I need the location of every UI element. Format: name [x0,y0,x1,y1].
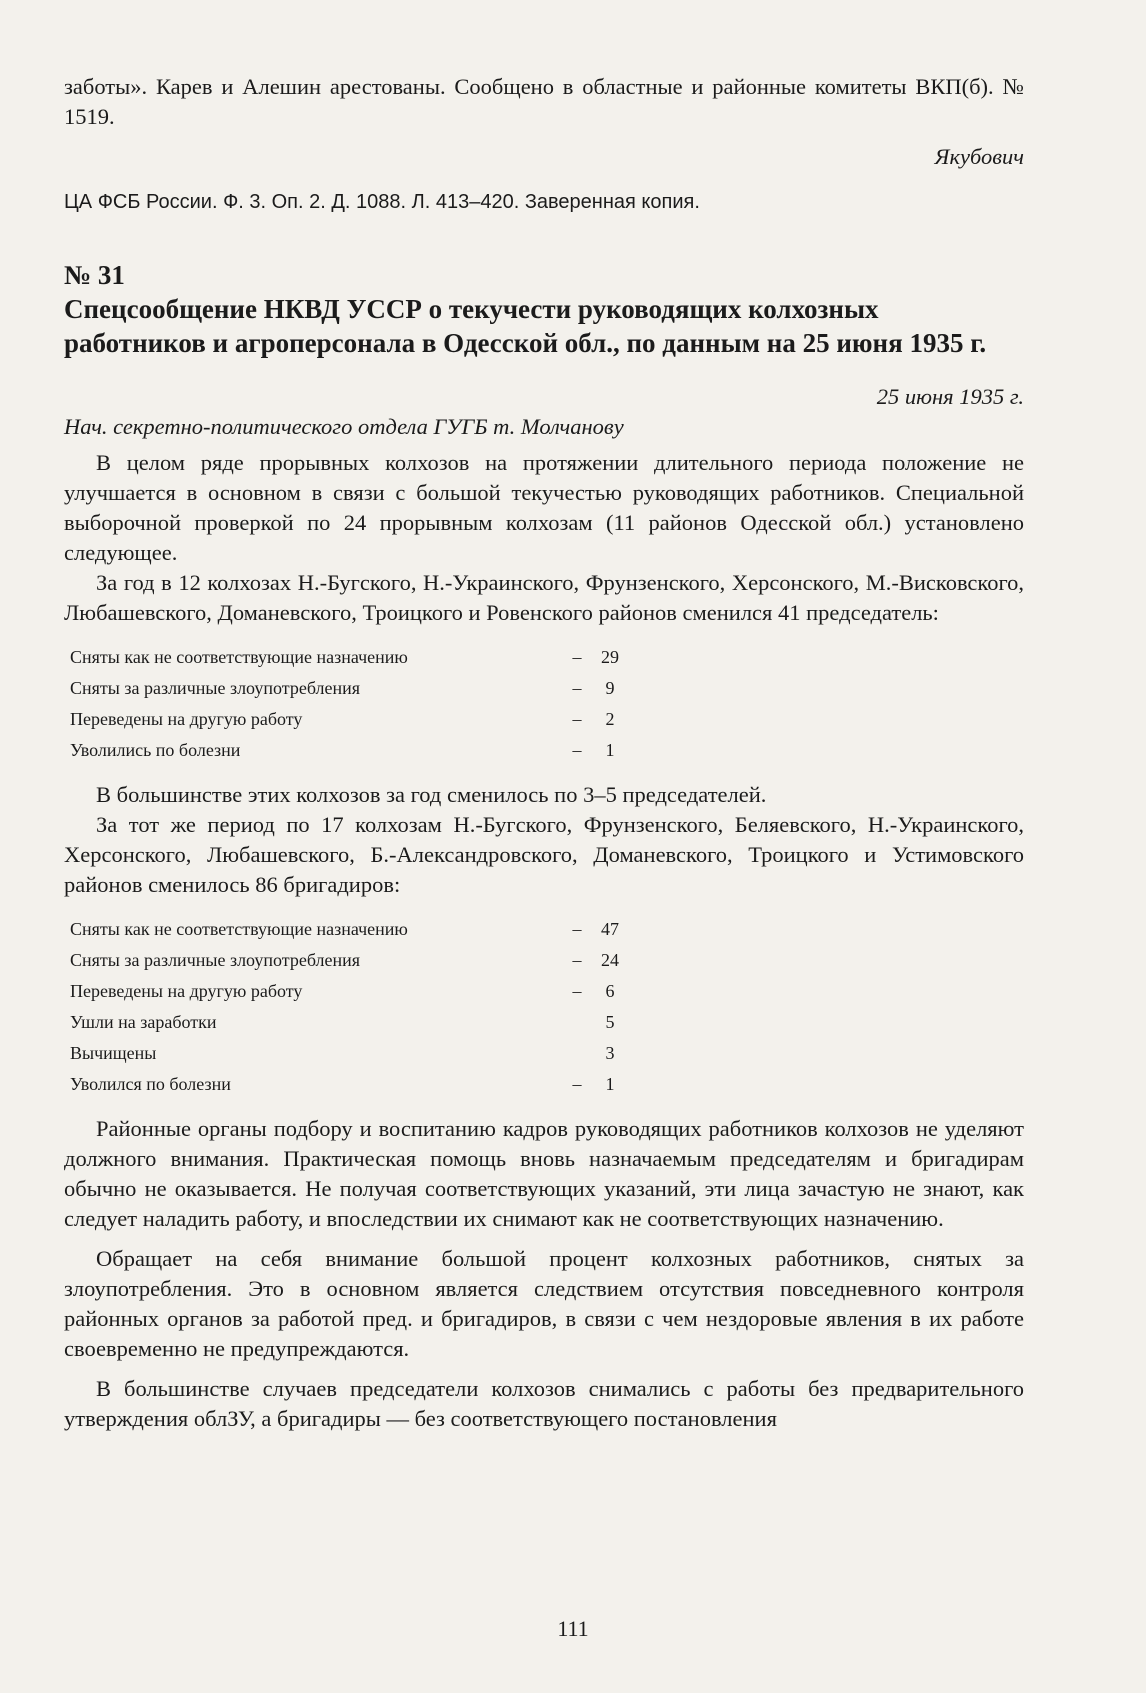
stat-label: Сняты за различные злоупотребления [70,950,361,970]
paragraph-2: За год в 12 колхозах Н.-Бугского, Н.-Украинского, Фрунзенского, Херсонского, М.-Висковского, Любашевского, Доманевского, Троицкого и Ровенского районов сменился 41 председатель: [64,570,1024,625]
stat-value: 6 [605,981,615,1001]
stat-dash: – [572,1074,582,1094]
stat-value: 5 [605,1012,615,1032]
paragraph-1: В целом ряде прорывных колхозов на протяжении длительного периода положение не улучшается в основном в связи с большой текучестью руководящих работников. Специальной выборочной проверкой по 24 прорывным колхозам (11 районов Одесской обл.) установлено следующее. [64,450,1024,565]
paragraph-6: Обращает на себя внимание большой процент колхозных работников, снятых за злоупотребления. Это в основном является следствием отсутствия повседневного контроля районных органов за работой пред. и бригадиров, в связи с чем нездоровые явления в их работе своевременно не предупреждаются. [64,1246,1024,1361]
stat-value: 3 [605,1043,615,1063]
chairmen-stat-row [70,673,630,704]
stat-label: Сняты как не соответствующие назначению [70,919,408,939]
stat-label: Ушли на заработки [70,1012,217,1032]
stat-dash: – [572,647,582,667]
stat-label: Сняты как не соответствующие назначению [70,647,408,667]
document-title: Спецсообщение НКВД УССР о текучести руководящих колхозных работников и агроперсонала в Одесской обл., по данным на 25 июня 1935 г. [64,294,987,358]
stat-dash: – [572,981,582,1001]
stat-label: Переведены на другую работу [70,709,303,729]
stat-dash: – [572,950,582,970]
brigadier-stat-row [70,914,630,945]
stat-label: Сняты за различные злоупотребления [70,678,361,698]
paragraph-4: За тот же период по 17 колхозам Н.-Бугского, Фрунзенского, Беляевского, Н.-Украинского, Херсонского, Любашевского, Б.-Александровского, Доманевского, Троицкого и Устимовского районов сменилось 86 бригадиров: [64,812,1024,897]
document-number: № 31 [64,260,125,290]
stat-value: 2 [605,709,615,729]
chairmen-stat-row [70,642,630,673]
stat-label: Уволились по болезни [70,740,241,760]
brigadier-stats-list [70,914,630,1100]
page-number: 111 [557,1616,589,1641]
brigadier-stat-row [70,945,630,976]
archive-reference: ЦА ФСБ России. Ф. 3. Оп. 2. Д. 1088. Л. 413–420. Заверенная копия. [64,191,700,213]
chairmen-stats-list [70,642,630,766]
stat-value: 24 [601,950,619,970]
chairmen-stat-row [70,704,630,735]
document-page [64,72,1024,1434]
paragraph-3: В большинстве этих колхозов за год сменилось по 3–5 председателей. [96,782,767,807]
stat-label: Уволился по болезни [70,1074,231,1094]
stat-dash: – [572,919,582,939]
brigadier-stat-row [70,1038,630,1069]
brigadier-stat-row [70,1007,630,1038]
stat-value: 9 [605,678,615,698]
stat-dash: – [572,678,582,698]
brigadier-stat-row [70,976,630,1007]
stat-value: 1 [605,740,615,760]
stat-dash: – [572,740,582,760]
paragraph-7: В большинстве случаев председатели колхозов снимались с работы без предварительного утверждения облЗУ, а бригадиры — без соответствующего постановления [64,1376,1024,1431]
intro-text: заботы». Карев и Алешин арестованы. Сообщено в областные и районные комитеты ВКП(б). № 1519. [64,74,1024,129]
stat-value: 47 [601,919,619,939]
brigadier-stat-row [70,1069,630,1100]
paragraph-5: Районные органы подбору и воспитанию кадров руководящих работников колхозов не уделяют должного внимания. Практическая помощь вновь назначаемым председателям и бригадирам обычно не оказывается. Не получая соответствующих указаний, эти лица зачастую не знают, как следует наладить работу, и впоследствии их снимают как не соответствующих назначению. [64,1116,1024,1231]
stat-value: 29 [601,647,619,667]
stat-value: 1 [605,1074,615,1094]
stat-label: Переведены на другую работу [70,981,303,1001]
document-addressee: Нач. секретно-политического отдела ГУГБ т. Молчанову [64,414,624,439]
stat-dash: – [572,709,582,729]
chairmen-stat-row [70,735,630,766]
document-date: 25 июня 1935 г. [876,384,1024,409]
stat-label: Вычищены [70,1043,157,1063]
intro-signature: Якубович [934,144,1024,169]
